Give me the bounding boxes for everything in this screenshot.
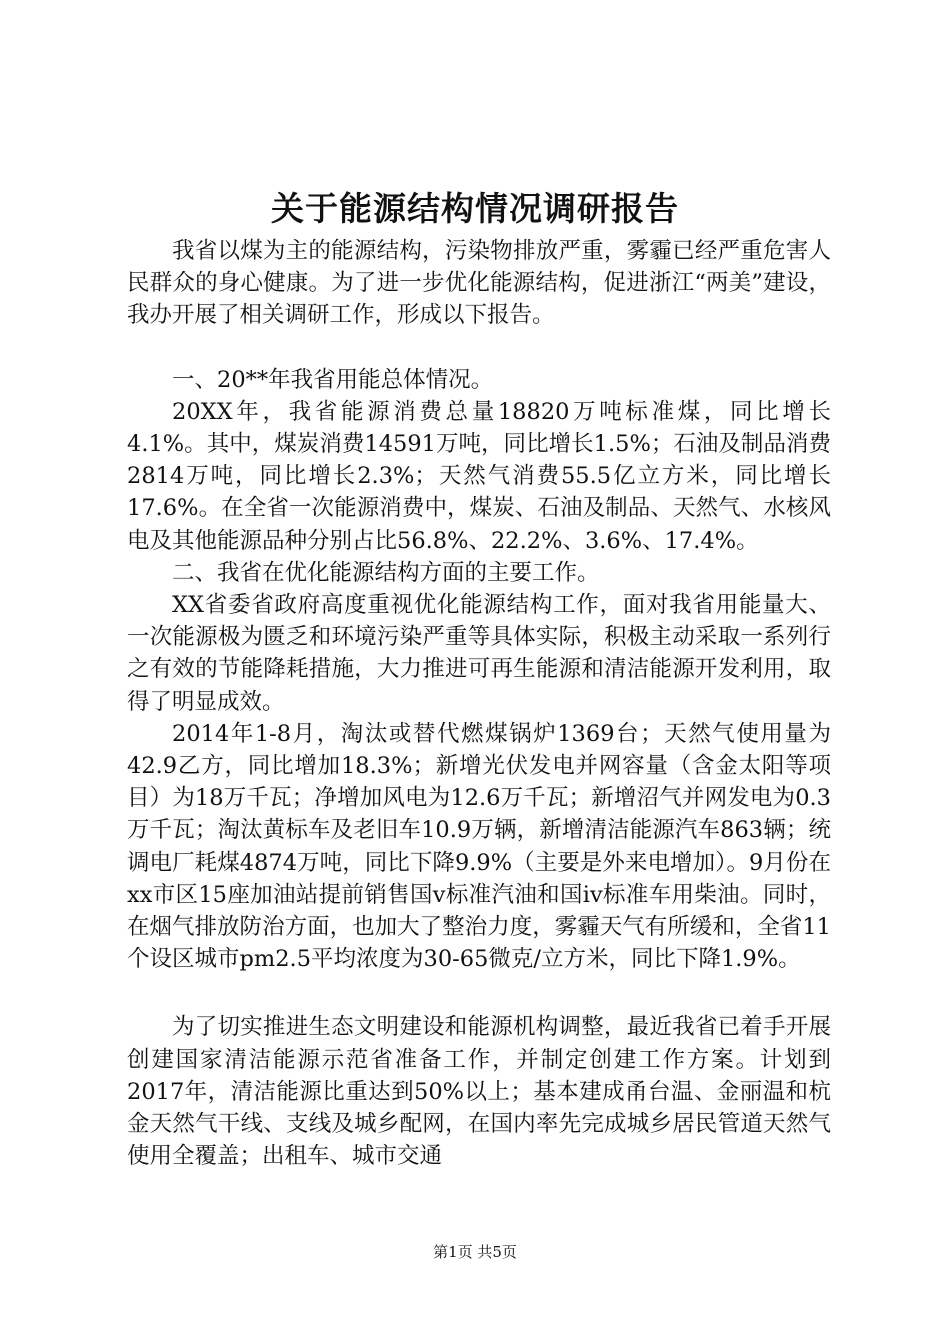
paragraph-2014-results: 2014年1-8月，淘汰或替代燃煤锅炉1369台；天然气使用量为42.9乙方，同比增加18.3%；新增光伏发电并网容量（含金太阳等项目）为18万千瓦；净增加风电为12.6万千瓦；新增沼气并网发电为0.3万千瓦；淘汰黄标车及老旧车10.9万辆，新增清洁能源汽车863辆；统调电厂耗煤4874万吨，同比下降9.9%（主要是外来电增加）。9月份在xx市区15座加油站提前销售国v标准汽油和国iv标准车用柴油。同时，在烟气排放防治方面，也加大了整治力度，雾霾天气有所缓和，全省11个设区城市pm2.5平均浓度为30-65微克/立方米，同比下降1.9%。	[127, 720, 831, 973]
document-title: 关于能源结构情况调研报告	[271, 189, 679, 228]
paragraph-energy-consumption: 20XX年，我省能源消费总量18820万吨标准煤，同比增长4.1%。其中，煤炭消费14591万吨，同比增长1.5%；石油及制品消费2814万吨，同比增长2.3%；天然气消费55.5亿立方米，同比增长17.6%。在全省一次能源消费中，煤炭、石油及制品、天然气、水核风电及其他能源品种分别占比56.8%、22.2%、3.6%、17.4%。	[127, 398, 831, 554]
document-body	[127, 235, 831, 1172]
section-heading-2: 二、我省在优化能源结构方面的主要工作。	[172, 559, 600, 586]
paragraph-plan: 为了切实推进生态文明建设和能源机构调整，最近我省已着手开展创建国家清洁能源示范省准备工作，并制定创建工作方案。计划到2017年，清洁能源比重达到50%以上；基本建成甬台温、金丽温和杭金天然气干线、支线及城乡配网，在国内率先完成城乡居民管道天然气使用全覆盖；出租车、城市交通	[127, 1014, 831, 1170]
section-heading-1: 一、20**年我省用能总体情况。	[172, 366, 494, 393]
paragraph-intro: 我省以煤为主的能源结构，污染物排放严重，雾霾已经严重危害人民群众的身心健康。为了进一步优化能源结构，促进浙江“两美”建设，我办开展了相关调研工作，形成以下报告。	[127, 238, 831, 329]
paragraph-policy: XX省委省政府高度重视优化能源结构工作，面对我省用能量大、一次能源极为匮乏和环境污染严重等具体实际，积极主动采取一系列行之有效的节能降耗措施，大力推进可再生能源和清洁能源开发利用，取得了明显成效。	[127, 592, 831, 715]
page-number: 第1页 共5页	[433, 1243, 517, 1261]
